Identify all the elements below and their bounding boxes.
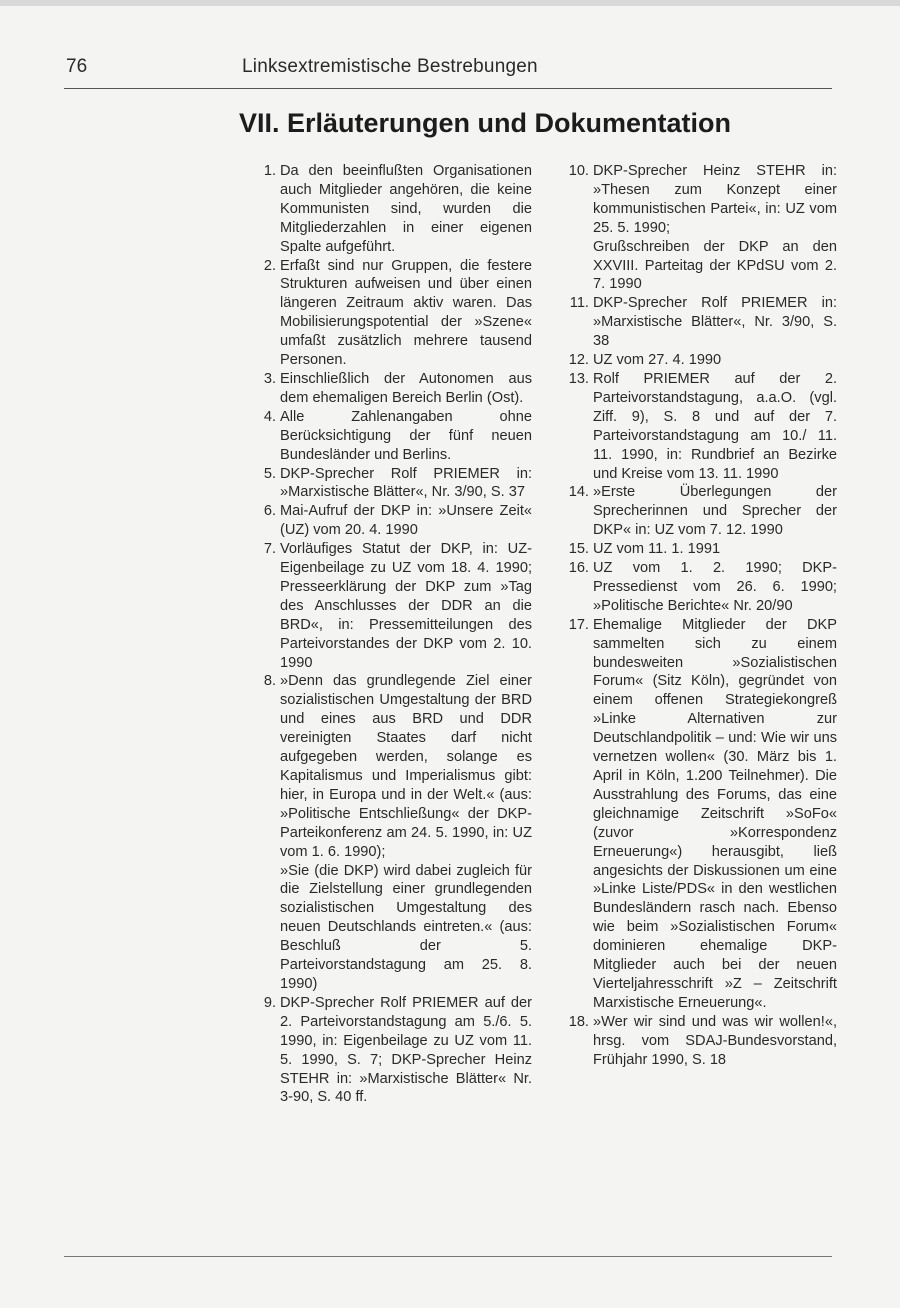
note-number: 10. — [568, 163, 589, 179]
note-item — [565, 370, 837, 483]
note-item — [252, 465, 532, 503]
note-text: »Wer wir sind und was wir wollen!«, hrsg. vom SDAJ-Bundesvorstand, Frühjahr 1990, S. 18 — [593, 1013, 837, 1068]
note-number: 13. — [568, 370, 589, 387]
note-text: DKP-Sprecher Rolf PRIEMER in: »Marxistische Blätter«, Nr. 3/90, S. 38 — [593, 295, 837, 350]
note-item — [252, 162, 532, 257]
note-text-continued: »Sie (die DKP) wird dabei zugleich für die Zielstellung einer grundlegenden sozialistischen Umgestaltung des neuen Deutschlands eintreten.« (aus: Beschluß der 5. Parteivorstandstagung am 25. 8. 1990) — [280, 862, 532, 992]
note-number: 7. — [263, 541, 276, 558]
note-item — [252, 257, 532, 370]
note-item — [252, 502, 532, 540]
page-number: 76 — [66, 56, 88, 77]
note-text: »Denn das grundlegende Ziel einer sozialistischen Umgestaltung der BRD und eines aus BRD und DDR vereinigten Staates darf nicht aufgegeben werden, solange es Kapitalismus und Imperialismus gibt: hier, in Europa und in der Welt.« (aus: »Politische Entschließung« der DKP-Parteikonferenz am 24. 5. 1990, in: UZ vom 1. 6. 1990); — [280, 673, 532, 860]
note-number: 18. — [568, 1013, 589, 1030]
note-number: 1. — [263, 163, 276, 179]
note-number: 12. — [568, 352, 589, 369]
note-text: Rolf PRIEMER auf der 2. Parteivorstandstagung, a.a.O. (vgl. Ziff. 9), S. 8 und auf der 7. Parteivorstandstagung am 10./ 11. 11. 1990, in: Rundbrief an Bezirke und Kreise vom 13. 11. 1990 — [593, 370, 837, 482]
note-number: 16. — [568, 560, 589, 577]
note-number: 8. — [263, 673, 276, 690]
notes-column-right — [565, 162, 837, 1070]
note-number: 4. — [263, 408, 276, 425]
note-text: »Erste Überlegungen der Sprecherinnen und Sprecher der DKP« in: UZ vom 7. 12. 1990 — [593, 484, 837, 539]
note-text: Da den beeinflußten Organisationen auch Mitglieder angehören, die keine Kommunisten sind, wurden die Mitgliederzahlen in einer eigenen Spalte aufgeführt. — [280, 163, 532, 255]
note-item — [565, 1013, 837, 1070]
note-item — [252, 994, 532, 1107]
note-text: UZ vom 1. 2. 1990; DKP-Pressedienst vom 26. 6. 1990; »Politische Berichte« Nr. 20/90 — [593, 560, 837, 614]
running-head: Linksextremistische Bestrebungen — [242, 56, 538, 77]
header-rule — [64, 88, 832, 89]
note-item — [252, 408, 532, 465]
note-number: 14. — [568, 484, 589, 501]
note-item — [565, 540, 837, 559]
note-text: UZ vom 27. 4. 1990 — [593, 352, 722, 369]
note-item — [565, 559, 837, 616]
note-text: Vorläufiges Statut der DKP, in: UZ-Eigenbeilage zu UZ vom 18. 4. 1990; Presseerklärung der DKP zum »Tag des Anschlusses der DDR an die BRD«, in: Pressemitteilungen des Parteivorstandes der DKP vom 2. 10. 1990 — [280, 541, 532, 671]
notes-column-left — [252, 162, 532, 1107]
note-text: Einschließlich der Autonomen aus dem ehemaligen Bereich Berlin (Ost). — [280, 370, 532, 406]
note-item — [565, 616, 837, 1013]
note-item — [565, 294, 837, 351]
note-number: 6. — [263, 503, 276, 520]
note-number: 11. — [569, 295, 589, 312]
note-text: Alle Zahlenangaben ohne Berücksichtigung der fünf neuen Bundesländer und Berlins. — [280, 408, 532, 463]
note-number: 2. — [263, 257, 276, 274]
note-item — [252, 672, 532, 993]
note-text: DKP-Sprecher Rolf PRIEMER auf der 2. Parteivorstandstagung am 5./6. 5. 1990, in: Eigenbeilage zu UZ vom 11. 5. 1990, S. 7; DKP-Sprecher Heinz STEHR in: »Marxistische Blätter« Nr. 3-90, S. 40 ff. — [280, 994, 532, 1106]
note-item — [565, 351, 837, 370]
note-text: DKP-Sprecher Heinz STEHR in: »Thesen zum Konzept einer kommunistischen Partei«, in: UZ vom 25. 5. 1990; — [593, 163, 837, 236]
note-text: Erfaßt sind nur Gruppen, die festere Strukturen aufweisen und über einen längeren Zeitraum aktiv waren. Das Mobilisierungspotential der »Szene« umfaßt zusätzlich mehrere tausend Personen. — [280, 257, 532, 369]
note-item — [565, 483, 837, 540]
note-number: 15. — [568, 541, 589, 558]
note-item — [252, 540, 532, 672]
footer-rule — [64, 1256, 832, 1257]
note-item — [252, 370, 532, 408]
section-title: VII. Erläuterungen und Dokumentation — [239, 108, 732, 138]
note-text: Ehemalige Mitglieder der DKP sammelten sich zu einem bundesweiten »Sozialistischen Forum« (Sitz Köln), gegründet von einem offenen Strategiekongreß »Linke Alternativen zur Deutschlandpolitik – und: Wie wir uns vernetzen wollen« (30. März bis 1. April in Köln, 1.200 Teilnehmer). Die Ausstrahlung des Forums, das eine gleichnamige Zeitschrift »SoFo« (zuvor »Korrespondenz Erneuerung«) herausgibt, ließ angesichts der Diskussionen um eine »Linke Liste/PDS« in den westlichen Bundesländern rasch nach. Ebenso wie beim »Sozialistischen Forum« dominieren ehemalige DKP-Mitglieder auch bei der neuen Vierteljahresschrift »Z – Zeitschrift Marxistische Erneuerung«. — [593, 616, 837, 1011]
note-number: 9. — [263, 994, 276, 1011]
note-text-continued: Grußschreiben der DKP an den XXVIII. Parteitag der KPdSU vom 2. 7. 1990 — [593, 238, 837, 293]
note-number: 17. — [568, 616, 589, 633]
note-number: 5. — [263, 465, 276, 482]
note-item — [565, 162, 837, 294]
note-text: UZ vom 11. 1. 1991 — [593, 541, 721, 558]
note-text: DKP-Sprecher Rolf PRIEMER in: »Marxistische Blätter«, Nr. 3/90, S. 37 — [280, 465, 532, 501]
scan-edge — [0, 0, 900, 6]
note-text: Mai-Aufruf der DKP in: »Unsere Zeit« (UZ) vom 20. 4. 1990 — [280, 503, 532, 539]
note-number: 3. — [263, 370, 276, 387]
